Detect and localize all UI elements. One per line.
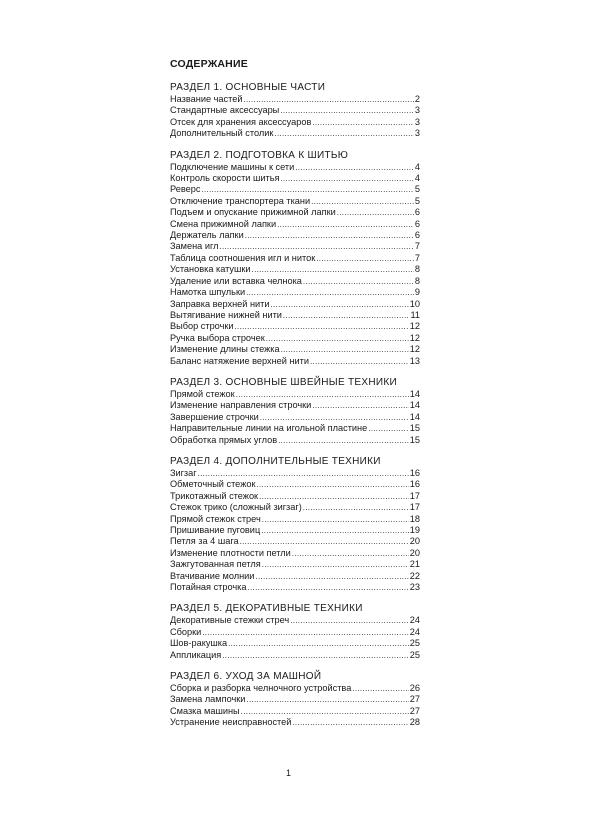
toc-entry-label: Пришивание пуговиц [170,525,261,535]
toc-entry-label: Таблица соотношения игл и ниток [170,252,316,263]
toc-entry [170,615,420,626]
toc-entry-label: Отключение транспортера ткани [170,195,311,206]
toc-entry [170,582,420,593]
dot-leader [245,230,414,241]
toc-entry-page: 21 [409,559,420,570]
toc-entry [170,400,420,411]
toc-entry-label: Заправка верхней нити [170,298,270,309]
toc-entry-page: 13 [409,355,420,366]
toc-entry [170,276,420,287]
toc-entry-label: Устранение неисправностей [170,717,292,728]
toc-entry-page: 24 [409,626,420,637]
dot-leader [248,582,409,593]
toc-entry [170,230,420,241]
toc-entry-label: Прямой стежок [170,388,235,399]
dot-leader [368,423,409,434]
toc-entry-label: Вытягивание нижней нити [170,309,282,320]
toc-entry [170,184,420,195]
toc-entry [170,627,420,638]
dot-leader [222,650,408,661]
dot-leader [292,548,409,559]
toc-entry-page: 5 [414,195,420,206]
dot-leader [201,184,413,195]
toc-entry-label: Зигзаг [170,467,197,478]
dot-leader [311,196,414,207]
dot-leader [259,491,409,502]
dot-leader [337,207,414,218]
dot-leader [240,536,409,547]
toc-section [170,377,420,446]
toc-entry [170,173,420,184]
toc-entry [170,502,420,513]
toc-entry-label: Петля за 4 шага [170,536,239,547]
toc-entry [170,219,420,230]
toc-entry-label: Контроль скорости шитья [170,173,280,184]
toc-entry-label: Стежок трико (сложный зигзаг) [170,502,302,513]
toc-entry-label: Шов-ракушка [170,638,228,649]
toc-entry [170,105,420,116]
toc-entry-page: 22 [409,570,420,581]
dot-leader [260,412,409,423]
toc-entry-page: 17 [409,490,420,501]
toc-entry [170,94,420,105]
toc-entry-page: 14 [409,400,420,411]
toc-entry-page: 2 [414,94,420,104]
toc-entry-page: 20 [409,547,420,558]
toc-entry-page: 3 [414,105,420,116]
toc-entry [170,536,420,547]
document-title: СОДЕРЖАНИЕ [170,58,248,70]
toc-section [170,150,420,367]
toc-entry [170,162,420,173]
toc-entry-label: Завершение строчки [170,411,259,422]
dot-leader [202,627,408,638]
toc-entry [170,196,420,207]
dot-leader [312,117,414,128]
toc-entry-page: 7 [414,241,420,252]
toc-entry-page: 8 [414,275,420,286]
toc-entry-label: Смазка машины [170,705,240,716]
toc-entry [170,241,420,252]
toc-entry-page: 23 [409,582,420,593]
dot-leader [352,683,408,694]
section-heading: РАЗДЕЛ 4. ДОПОЛНИТЕЛЬНЫЕ ТЕХНИКИ [170,455,381,467]
dot-leader [278,435,409,446]
toc-entry-label: Стандартные аксессуары [170,105,280,116]
toc-entry-page: 16 [409,467,420,478]
toc-entry-label: Прямой стежок стреч [170,513,261,524]
toc-entry-page: 25 [409,638,420,649]
toc-entry [170,253,420,264]
toc-entry-label: Втачивание молнии [170,570,255,581]
toc-entry-label: Реверс [170,184,201,195]
toc-entry [170,344,420,355]
toc-entry-page: 14 [409,388,420,399]
dot-leader [280,173,413,184]
toc-entry-page: 24 [409,615,420,626]
toc-entry-label: Держатель лапки [170,230,244,241]
toc-entry-page: 14 [409,411,420,422]
toc-section [170,456,420,593]
toc-entry-page: 12 [409,321,420,332]
toc-entry [170,548,420,559]
dot-leader [292,717,408,728]
toc-entry [170,571,420,582]
toc-entry-page: 10 [409,298,420,309]
dot-leader [283,310,410,321]
dot-leader [241,706,409,717]
toc-entry-page: 18 [409,513,420,524]
dot-leader [262,559,409,570]
toc-entry-label: Удаление или вставка челнока [170,275,302,286]
dot-leader [316,253,414,264]
dot-leader [255,571,408,582]
toc-entry-label: Название частей [170,94,243,104]
toc-entry [170,468,420,479]
toc-entry-page: 26 [409,683,420,694]
toc-entry-page: 5 [414,184,420,195]
dot-leader [280,105,414,116]
dot-leader [310,356,409,367]
toc-entry-label: Установка катушки [170,264,251,275]
toc-entry [170,559,420,570]
toc-entry-page: 9 [414,287,420,298]
toc-entry [170,423,420,434]
toc-entry-page: 3 [414,116,420,127]
dot-leader [243,94,413,105]
toc-entry [170,412,420,423]
toc-entry-label: Обработка прямых углов [170,434,278,445]
toc-entry-page: 17 [409,502,420,513]
toc-entry-page: 27 [409,705,420,716]
toc-entry-page: 7 [414,252,420,263]
toc-entry-label: Дополнительный столик [170,128,274,139]
toc-entry [170,694,420,705]
toc-entry-label: Отсек для хранения аксессуаров [170,116,312,127]
toc-entry [170,435,420,446]
toc-entry-page: 4 [414,173,420,184]
toc-entry-label: Баланс натяжение верхней нити [170,355,310,366]
toc-entry [170,299,420,310]
toc-entry-label: Изменение длины стежка [170,344,280,355]
section-heading: РАЗДЕЛ 5. ДЕКОРАТИВНЫЕ ТЕХНИКИ [170,603,363,615]
dot-leader [219,241,413,252]
dot-leader [271,299,409,310]
dot-leader [246,694,408,705]
toc-entry [170,207,420,218]
toc-entry-label: Зажгутованная петля [170,559,261,570]
toc-entry-label: Замена лампочки [170,694,246,705]
toc-entry [170,706,420,717]
toc-entry [170,514,420,525]
toc-section [170,603,420,661]
dot-leader [303,502,409,513]
toc-entry-page: 20 [409,536,420,547]
toc-entry [170,128,420,139]
toc-entry [170,356,420,367]
toc-entry [170,117,420,128]
toc-entry-page: 6 [414,230,420,241]
dot-leader [256,479,408,490]
toc-entry-label: Замена игл [170,241,219,252]
toc-entry-page: 15 [409,423,420,434]
toc-entry [170,525,420,536]
dot-leader [281,344,409,355]
toc-entry-label: Выбор строчки [170,321,234,332]
toc-entry-label: Сборка и разборка челночного устройства [170,683,352,694]
section-heading: РАЗДЕЛ 1. ОСНОВНЫЕ ЧАСТИ [170,82,326,93]
toc-entry-page: 6 [414,218,420,229]
toc-entry-label: Изменение направления строчки [170,400,312,411]
toc-entry-label: Потайная строчка [170,582,247,593]
toc-section [170,671,420,729]
dot-leader [290,615,409,626]
toc-entry-label: Изменение плотности петли [170,547,291,558]
toc-entry [170,683,420,694]
toc-entry-label: Подключение машины к сети [170,161,295,172]
toc-entry-label: Сборки [170,626,202,637]
toc-entry-page: 15 [409,434,420,445]
toc-entry [170,264,420,275]
toc-entry [170,650,420,661]
toc-entry [170,333,420,344]
toc-entry-page: 4 [414,161,420,172]
toc-entry-label: Трикотажный стежок [170,490,259,501]
toc-entry-page: 19 [409,525,420,535]
dot-leader [303,276,414,287]
toc-entry-label: Аппликация [170,649,222,660]
table-of-contents [170,58,420,739]
dot-leader [261,525,409,536]
toc-entry-label: Направительные линии на игольной пластине [170,423,368,434]
dot-leader [198,468,409,479]
dot-leader [266,333,409,344]
toc-entry [170,321,420,332]
page-number: 1 [286,768,292,778]
toc-entry [170,638,420,649]
dot-leader [262,514,409,525]
toc-entry-label: Подъем и опускание прижимной лапки [170,207,336,218]
dot-leader [236,389,409,400]
toc-entry-page: 12 [409,344,420,355]
dot-leader [277,219,414,230]
toc-entry [170,287,420,298]
toc-entry-page: 12 [409,332,420,343]
toc-entry [170,479,420,490]
toc-entry-label: Обметочный стежок [170,479,256,490]
toc-section [170,82,420,140]
toc-entry [170,717,420,728]
toc-entry-label: Декоративные стежки стреч [170,615,290,626]
toc-entry-page: 3 [414,128,420,139]
dot-leader [228,638,409,649]
section-heading: РАЗДЕЛ 2. ПОДГОТОВКА К ШИТЬЮ [170,149,349,161]
dot-leader [246,287,414,298]
toc-entry-label: Смена прижимной лапки [170,218,277,229]
section-heading: РАЗДЕЛ 3. ОСНОВНЫЕ ШВЕЙНЫЕ ТЕХНИКИ [170,376,397,388]
section-heading: РАЗДЕЛ 6. УХОД ЗА МАШНОЙ [170,671,322,683]
toc-entry-page: 25 [409,649,420,660]
toc-entry-page: 28 [409,717,420,728]
toc-entry-page: 6 [414,207,420,218]
dot-leader [312,400,408,411]
toc-entry [170,310,420,321]
dot-leader [295,162,414,173]
dot-leader [274,128,413,139]
toc-entry [170,389,420,400]
dot-leader [252,264,414,275]
toc-entry-page: 16 [409,479,420,490]
toc-entry [170,491,420,502]
toc-entry-page: 8 [414,264,420,275]
toc-entry-label: Ручка выбора строчек [170,332,265,343]
dot-leader [235,321,409,332]
toc-entry-page: 27 [409,694,420,705]
toc-entry-page: 11 [410,309,420,320]
toc-sections [170,82,420,729]
toc-entry-label: Намотка шпульки [170,287,246,298]
